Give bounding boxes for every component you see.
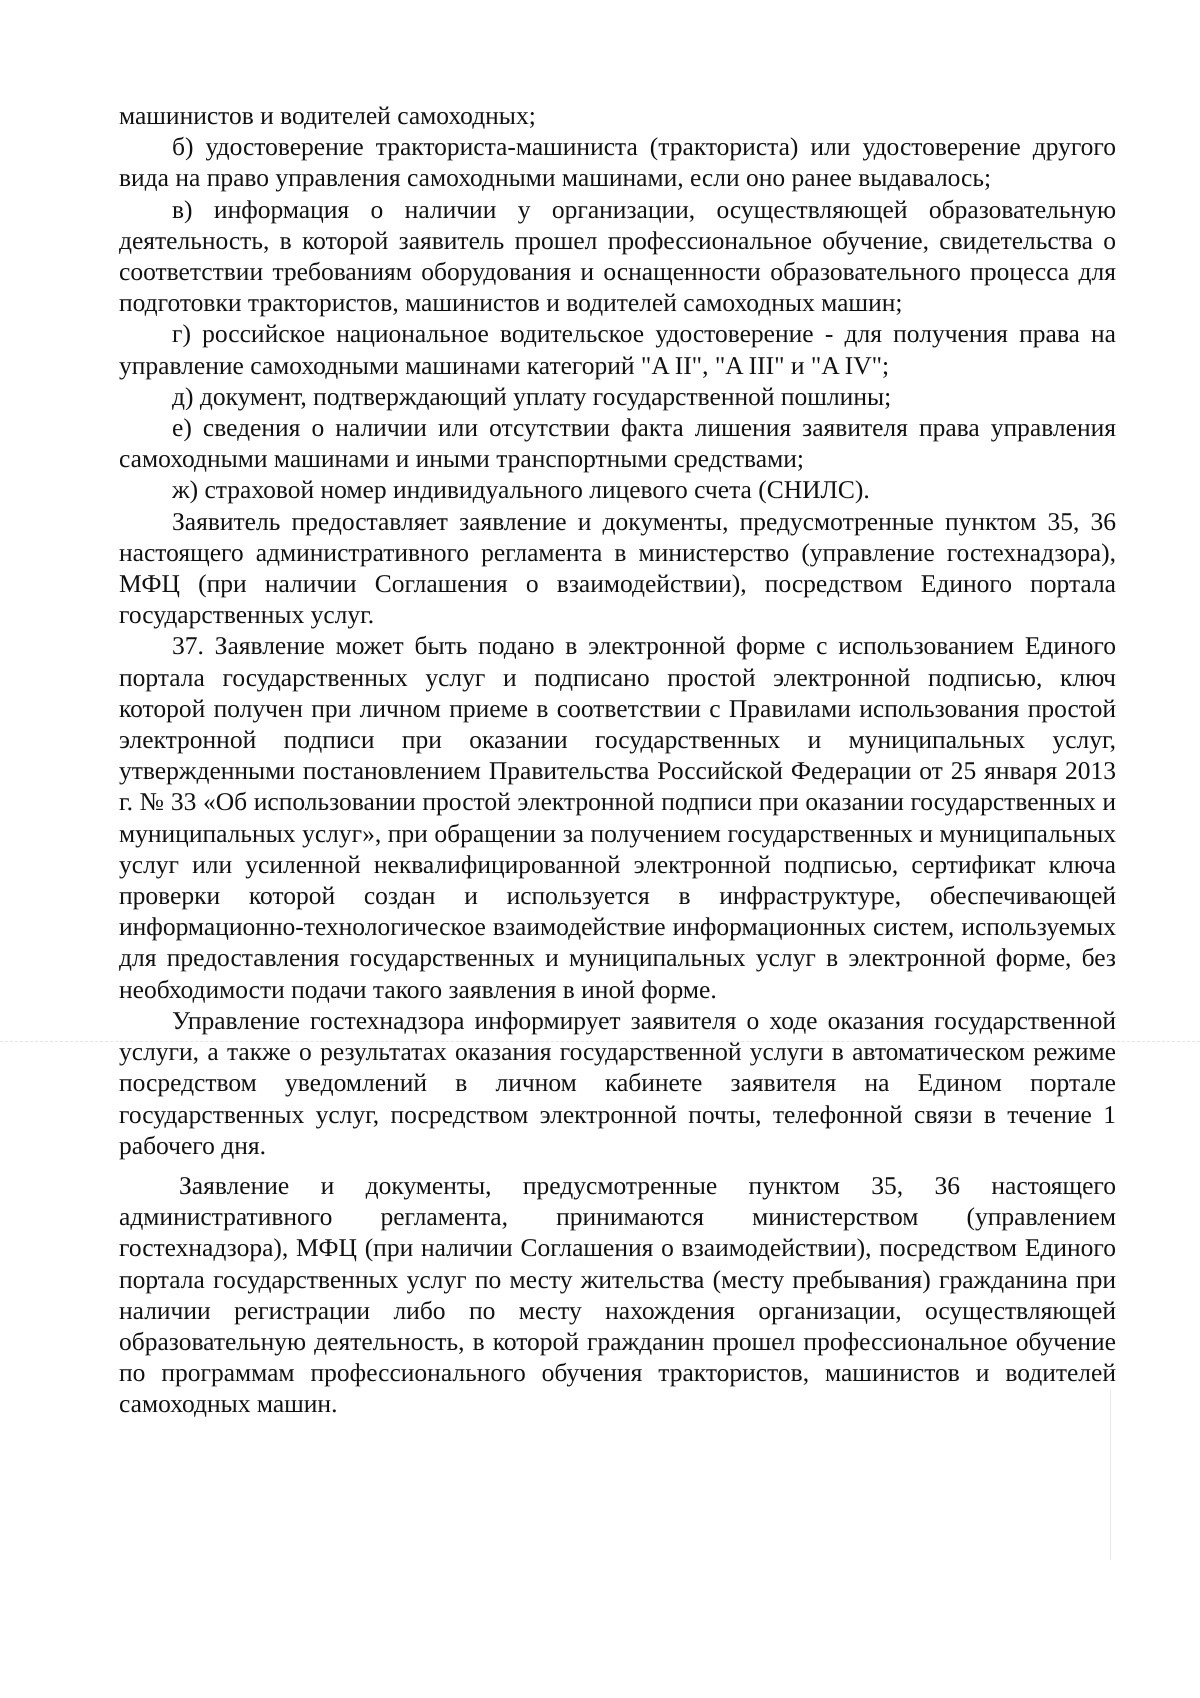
paragraph-applicant-submission: Заявитель предоставляет заявление и документы, предусмотренные пунктом 35, 36 настоящего административного регламента в министерство (управление гостехнадзора), МФЦ (при наличии Соглашения о взаимодействии), посредством Единого портала государственных услуг. (119, 506, 1116, 630)
document-body (119, 100, 1116, 1420)
paragraph-item-b: б) удостоверение тракториста-машиниста (тракториста) или удостоверение другого вида на право управления самоходными машинами, если оно ранее выдавалось; (119, 132, 1116, 193)
scan-fold-line (0, 1041, 1200, 1042)
paragraph-item-g: г) российское национальное водительское удостоверение - для получения права на управление самоходными машинами категорий "A II", "A III" и "A IV"; (119, 319, 1116, 380)
paragraph-item-d: д) документ, подтверждающий уплату государственной пошлины; (172, 381, 892, 411)
paragraph-item-v: в) информация о наличии у организации, осуществляющей образовательную деятельность, в которой заявитель прошел профессиональное обучение, свидетельства о соответствии требованиям оборудования и оснащенности образовательного процесса для подготовки трактористов, машинистов и водителей самоходных машин; (119, 194, 1116, 318)
paragraph-documents-acceptance: Заявление и документы, предусмотренные пунктом 35, 36 настоящего административного регламента, принимаются министерством (управлением гостехнадзора), МФЦ (при наличии Соглашения о взаимодействии), посредством Единого портала государственных услуг по месту жительства (месту пребывания) гражданина при наличии регистрации либо по месту нахождения организации, осуществляющей образовательную деятельность, в которой гражданин прошел профессиональное обучение по программам профессионального обучения трактористов, машинистов и водителей самоходных машин. (119, 1170, 1116, 1419)
paragraph-item-zh: ж) страховой номер индивидуального лицевого счета (СНИЛС). (172, 475, 870, 505)
paragraph-gostekhnadzor-notification: Управление гостехнадзора информирует заявителя о ходе оказания государственной услуги, а также о результатах оказания государственной услуги в автоматическом режиме посредством уведомлений в личном кабинете заявителя на Едином портале государственных услуг, посредством электронной почты, телефонной связи в течение 1 рабочего дня. (119, 1005, 1116, 1160)
scan-margin-mark (1110, 1390, 1111, 1560)
paragraph-item-e: е) сведения о наличии или отсутствии факта лишения заявителя права управления самоходными машинами и иными транспортными средствами; (119, 413, 1116, 474)
paragraph-continuation: машинистов и водителей самоходных; (119, 101, 536, 130)
paragraph-clause-37: 37. Заявление может быть подано в электронной форме с использованием Единого портала государственных услуг и подписано простой электронной подписью, ключ которой получен при личном приеме в соответствии с Правилами использования простой электронной подписи при оказании государственных и муниципальных услуг, утвержденными постановлением Правительства Российской Федерации от 25 января 2013 г. № 33 «Об использовании простой электронной подписи при оказании государственных и муниципальных услуг», при обращении за получением государственных и муниципальных услуг или усиленной неквалифицированной электронной подписью, сертификат ключа проверки которой создан и используется в инфраструктуре, обеспечивающей информационно-технологическое взаимодействие информационных систем, используемых для предоставления государственных и муниципальных услуг в электронной форме, без необходимости подачи такого заявления в иной форме. (119, 631, 1116, 1004)
